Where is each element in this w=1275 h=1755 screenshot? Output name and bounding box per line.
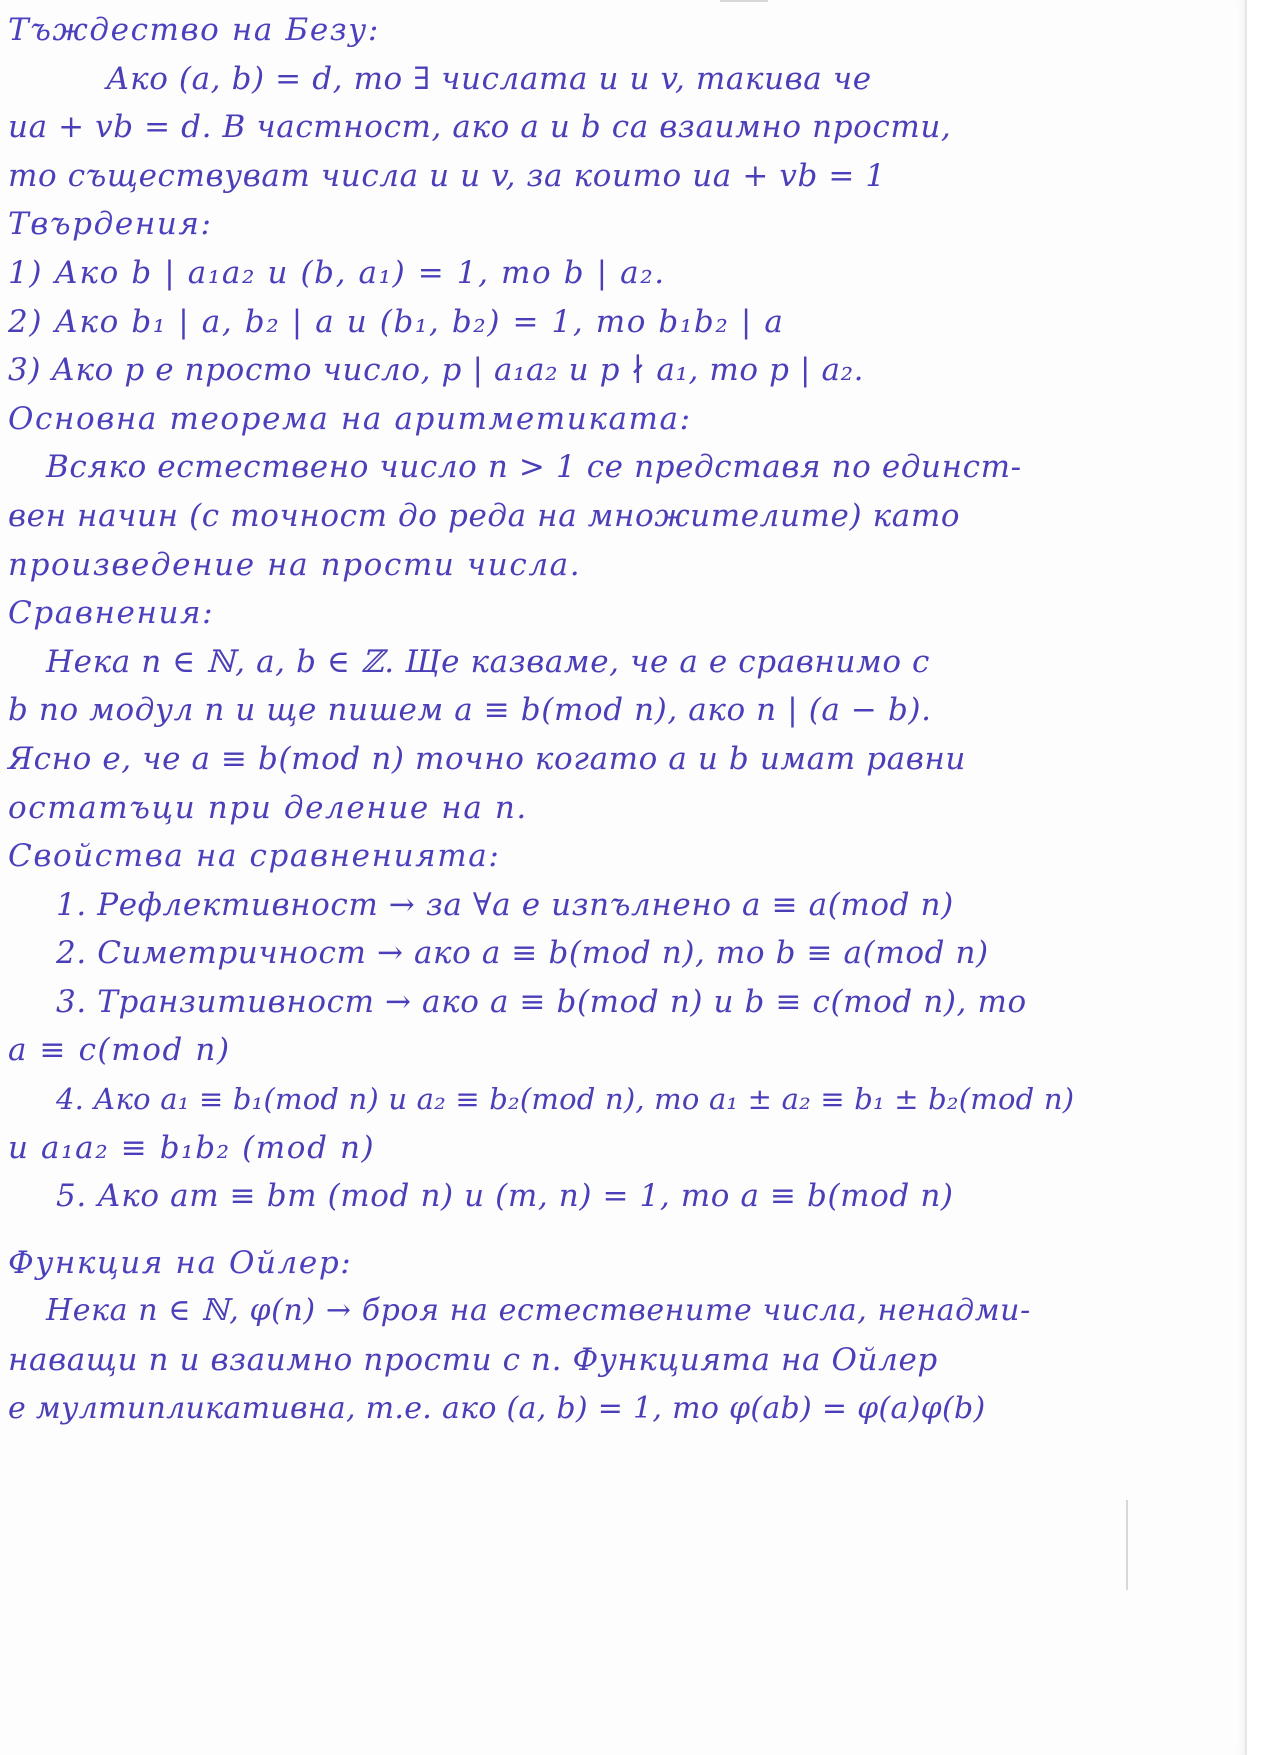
note-line: ua + vb = d. В частност, ако a и b са взаимно прости, <box>8 109 952 146</box>
property-2: 2. Симетричност → ако a ≡ b(mod n), то b ≡ a(mod n) <box>56 935 989 972</box>
statements-heading: Твърдения: <box>8 206 213 243</box>
note-line: вен начин (с точност до реда на множителите) като <box>8 497 961 534</box>
note-line: и a₁a₂ ≡ b₁b₂ (mod n) <box>8 1129 376 1166</box>
note-line: Ясно е, че a ≡ b(mod n) точно когато a и b имат равни <box>8 740 966 777</box>
statement-1: 1) Ако b | a₁a₂ и (b, a₁) = 1, то b | a₂. <box>8 254 666 291</box>
handwritten-notes <box>8 6 1236 1433</box>
property-4: 4. Ако a₁ ≡ b₁(mod n) и a₂ ≡ b₂(mod n), то a₁ ± a₂ ≡ b₁ ± b₂(mod n) <box>56 1082 1075 1117</box>
scan-artifact-right <box>1126 1500 1128 1590</box>
statement-3: 3) Ако p е просто число, p | a₁a₂ и p ∤ a₁, то p | a₂. <box>8 352 865 389</box>
note-line: b по модул n и ще пишем a ≡ b(mod n), ако n | (a − b). <box>8 692 932 729</box>
bezout-heading: Тъждество на Безу: <box>8 12 380 48</box>
note-line: Нека n ∈ ℕ, a, b ∈ ℤ. Ще казваме, че a е сравнимо с <box>46 643 930 680</box>
scan-artifact-top <box>720 0 768 2</box>
property-5: 5. Ако am ≡ bm (mod n) и (m, n) = 1, то a ≡ b(mod n) <box>56 1178 954 1215</box>
congruence-properties-heading: Свойства на сравненията: <box>8 838 501 875</box>
note-line: a ≡ c(mod n) <box>8 1032 231 1069</box>
note-line: наващи n и взаимно прости с n. Функцията на Ойлер <box>8 1342 938 1379</box>
note-line: Нека n ∈ ℕ, φ(n) → броя на естествените числа, ненадми- <box>46 1293 1031 1329</box>
congruences-heading: Сравнения: <box>8 595 215 632</box>
note-line: то съществуват числа u и v, за които ua + vb = 1 <box>8 157 886 194</box>
note-line: Ако (a, b) = d, то ∃ числата u и v, такива че <box>106 60 872 97</box>
property-3: 3. Транзитивност → ако a ≡ b(mod n) и b ≡ c(mod n), то <box>56 983 1027 1020</box>
note-line: Всяко естествено число n > 1 се представя по единст- <box>46 449 1022 486</box>
property-1: 1. Рефлективност → за ∀a е изпълнено a ≡ a(mod n) <box>56 886 954 923</box>
note-line: е мултипликативна, т.е. ако (a, b) = 1, то φ(ab) = φ(a)φ(b) <box>8 1390 986 1426</box>
note-line: остатъци при деление на n. <box>8 789 528 826</box>
fundamental-theorem-heading: Основна теорема на аритметиката: <box>8 400 692 437</box>
note-line: произведение на прости числа. <box>8 546 582 583</box>
statement-2: 2) Ако b₁ | a, b₂ | a и (b₁, b₂) = 1, то b₁b₂ | a <box>8 303 785 340</box>
euler-function-heading: Функция на Ойлер: <box>8 1244 353 1281</box>
